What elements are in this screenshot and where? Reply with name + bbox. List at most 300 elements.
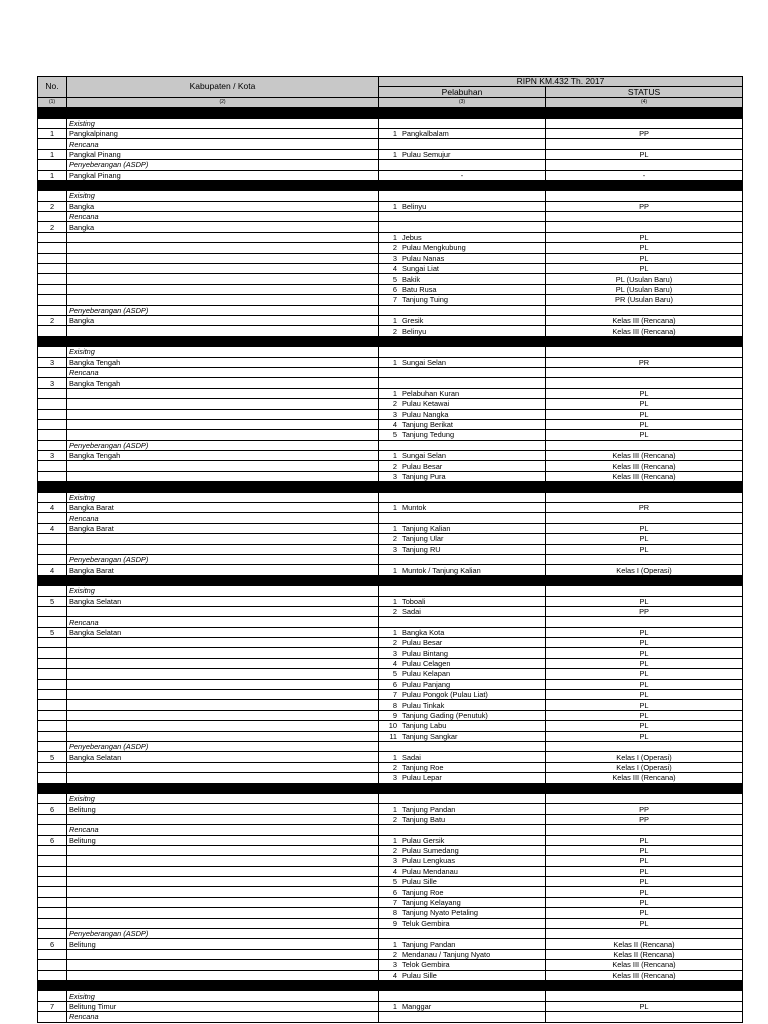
table-row (38, 762, 743, 772)
status-cell: PL (546, 845, 743, 855)
section-label: Exisitng (67, 586, 379, 596)
kabupaten-name (67, 897, 379, 907)
status-cell: PL (546, 679, 743, 689)
kabupaten-name (67, 606, 379, 616)
port-cell (379, 565, 546, 575)
table-row (38, 960, 743, 970)
row-number: 6 (38, 835, 67, 845)
status-cell (546, 139, 743, 149)
table-header (38, 77, 743, 108)
status-cell (546, 929, 743, 939)
section-label: Penyeberangan (ASDP) (67, 742, 379, 752)
section-row (38, 305, 743, 315)
port-cell (379, 128, 546, 138)
port-cell (379, 804, 546, 814)
port-name: Tanjung Berikat (402, 420, 453, 430)
status-cell (546, 554, 743, 564)
port-cell (379, 461, 546, 471)
no-cell (38, 492, 67, 502)
port-number: 1 (392, 596, 397, 606)
row-number (38, 731, 67, 741)
no-cell (38, 742, 67, 752)
table-row (38, 295, 743, 305)
port-number: 3 (392, 253, 397, 263)
divider-cell (38, 482, 67, 492)
table-row (38, 565, 743, 575)
table-row (38, 710, 743, 720)
kabupaten-name: Bangka (67, 201, 379, 211)
table-row (38, 378, 743, 388)
status-cell: PL (546, 149, 743, 159)
row-number (38, 949, 67, 959)
status-cell (546, 1012, 743, 1022)
port-name: Pulau Kelapan (402, 669, 451, 679)
port-cell (379, 752, 546, 762)
status-cell (546, 191, 743, 201)
status-cell (546, 367, 743, 377)
kabupaten-name (67, 430, 379, 440)
status-cell: PL (546, 1001, 743, 1011)
port-name: Bakik (402, 274, 421, 284)
kabupaten-name (67, 710, 379, 720)
port-cell (379, 160, 546, 170)
port-name: Tanjung Batu (402, 814, 446, 824)
table-row (38, 1001, 743, 1011)
row-number: 2 (38, 201, 67, 211)
row-number (38, 700, 67, 710)
status-cell: PL (546, 638, 743, 648)
section-label: Rencana (67, 1012, 379, 1022)
status-cell: PL (546, 835, 743, 845)
port-number: 4 (392, 866, 397, 876)
port-cell (379, 897, 546, 907)
section-label: Penyeberangan (ASDP) (67, 305, 379, 315)
row-number (38, 897, 67, 907)
port-number: 1 (392, 357, 397, 367)
table-row (38, 523, 743, 533)
port-name: Sadai (402, 752, 421, 762)
row-number (38, 419, 67, 429)
port-number: 10 (388, 721, 397, 731)
port-number: 1 (392, 233, 397, 243)
kabupaten-name: Belitung (67, 939, 379, 949)
port-cell (379, 523, 546, 533)
kabupaten-name: Bangka Barat (67, 565, 379, 575)
no-cell (38, 347, 67, 357)
kabupaten-name (67, 721, 379, 731)
row-number (38, 399, 67, 409)
port-number: 1 (392, 565, 397, 575)
status-cell: PL (546, 866, 743, 876)
port-name: Tanjung Tuing (402, 295, 449, 305)
kabupaten-name: Bangka Tengah (67, 357, 379, 367)
port-number: 5 (392, 274, 397, 284)
port-name: Tanjung Pandan (402, 804, 456, 814)
port-number: 2 (392, 534, 397, 544)
row-number (38, 721, 67, 731)
no-cell (38, 191, 67, 201)
status-cell: PL (546, 721, 743, 731)
port-cell (379, 503, 546, 513)
status-cell: PL (546, 399, 743, 409)
kabupaten-name (67, 274, 379, 284)
kabupaten-name (67, 295, 379, 305)
status-cell (546, 222, 743, 232)
status-cell: PL (Usulan Baru) (546, 284, 743, 294)
port-cell (379, 679, 546, 689)
row-number (38, 648, 67, 658)
kabupaten-name (67, 731, 379, 741)
no-cell (38, 305, 67, 315)
table-row (38, 845, 743, 855)
status-cell: PL (546, 264, 743, 274)
divider-cell (546, 180, 743, 190)
port-cell (379, 918, 546, 928)
port-cell (379, 451, 546, 461)
port-number: 2 (392, 243, 397, 253)
status-cell: PL (546, 887, 743, 897)
port-number: 1 (392, 451, 397, 461)
status-cell: PL (546, 232, 743, 242)
table-row (38, 949, 743, 959)
row-number: 3 (38, 451, 67, 461)
kabupaten-name (67, 700, 379, 710)
table-row (38, 170, 743, 180)
col-index-2: (2) (67, 97, 379, 107)
no-cell (38, 929, 67, 939)
port-number: 3 (392, 472, 397, 482)
port-number: 4 (392, 659, 397, 669)
section-row (38, 513, 743, 523)
kabupaten-name: Belitung (67, 804, 379, 814)
kabupaten-name: Bangka (67, 315, 379, 325)
status-cell (546, 742, 743, 752)
port-cell (379, 295, 546, 305)
section-row (38, 554, 743, 564)
port-cell (379, 201, 546, 211)
status-cell (546, 492, 743, 502)
port-name: Gresik (402, 316, 424, 326)
kabupaten-name (67, 773, 379, 783)
port-cell (379, 440, 546, 450)
table-row (38, 534, 743, 544)
port-name: Tanjung Roe (402, 762, 444, 772)
status-cell: PL (546, 430, 743, 440)
kabupaten-name (67, 284, 379, 294)
table-row (38, 648, 743, 658)
col-no-header: No. (38, 77, 67, 98)
table-row (38, 700, 743, 710)
section-row (38, 617, 743, 627)
row-number (38, 430, 67, 440)
kabupaten-name: Bangka (67, 222, 379, 232)
port-name: Teluk Gembira (402, 918, 450, 928)
port-number: 3 (392, 409, 397, 419)
table-row (38, 638, 743, 648)
port-number: 1 (392, 752, 397, 762)
port-cell (379, 939, 546, 949)
table-row (38, 970, 743, 980)
no-cell (38, 793, 67, 803)
divider-cell (546, 108, 743, 118)
status-cell: PP (546, 128, 743, 138)
port-cell (379, 793, 546, 803)
section-row (38, 991, 743, 1001)
no-cell (38, 1012, 67, 1022)
port-name: Pulau Sille (402, 877, 437, 887)
kabupaten-name (67, 544, 379, 554)
divider-cell (38, 108, 67, 118)
port-number: 6 (392, 887, 397, 897)
port-cell (379, 845, 546, 855)
table-row (38, 690, 743, 700)
divider-cell (379, 980, 546, 990)
status-cell: Kelas III (Rencana) (546, 461, 743, 471)
kabupaten-name: Bangka Barat (67, 523, 379, 533)
section-label: Penyeberangan (ASDP) (67, 929, 379, 939)
row-number (38, 326, 67, 336)
divider-cell (38, 783, 67, 793)
table-row (38, 274, 743, 284)
port-name: Pulau Ketawai (402, 399, 450, 409)
table-row (38, 388, 743, 398)
row-number (38, 679, 67, 689)
port-name: Sungai Liat (402, 264, 439, 274)
port-name: Pulau Tinkak (402, 700, 445, 710)
section-row (38, 191, 743, 201)
row-number (38, 232, 67, 242)
kabupaten-name: Bangka Selatan (67, 627, 379, 637)
port-name: Pulau Panjang (402, 679, 451, 689)
port-cell (379, 887, 546, 897)
port-name: Muntok / Tanjung Kalian (402, 565, 481, 575)
section-label: Existing (67, 118, 379, 128)
port-name: Pangkalbalam (402, 129, 449, 139)
kabupaten-name (67, 866, 379, 876)
row-number: 4 (38, 523, 67, 533)
port-name: Sadai (402, 607, 421, 617)
table-row (38, 419, 743, 429)
no-cell (38, 160, 67, 170)
row-number (38, 606, 67, 616)
table-row (38, 264, 743, 274)
port-cell (379, 212, 546, 222)
kabupaten-name (67, 949, 379, 959)
table-row (38, 222, 743, 232)
status-cell: PL (546, 243, 743, 253)
table-row (38, 232, 743, 242)
row-number (38, 960, 67, 970)
kabupaten-name: Bangka Selatan (67, 596, 379, 606)
status-cell: PL (546, 544, 743, 554)
section-label: Exisitng (67, 492, 379, 502)
section-row (38, 825, 743, 835)
table-row (38, 201, 743, 211)
status-cell: PL (546, 690, 743, 700)
port-cell (379, 731, 546, 741)
row-number (38, 690, 67, 700)
port-number: 8 (392, 700, 397, 710)
status-cell (546, 347, 743, 357)
section-divider (38, 336, 743, 346)
status-cell: Kelas III (Rencana) (546, 471, 743, 481)
port-number: 5 (392, 669, 397, 679)
row-number (38, 669, 67, 679)
port-cell (379, 596, 546, 606)
port-name: Tanjung Kelayang (402, 898, 461, 908)
port-name: Tanjung Labu (402, 721, 447, 731)
row-number (38, 658, 67, 668)
port-cell (379, 367, 546, 377)
table-row (38, 773, 743, 783)
row-number (38, 284, 67, 294)
kabupaten-name (67, 877, 379, 887)
kabupaten-name (67, 471, 379, 481)
table-row (38, 804, 743, 814)
divider-cell (67, 783, 379, 793)
table-row (38, 731, 743, 741)
section-divider (38, 575, 743, 585)
section-label: Rencana (67, 367, 379, 377)
kabupaten-name (67, 399, 379, 409)
port-cell (379, 232, 546, 242)
status-cell (546, 378, 743, 388)
port-cell (379, 471, 546, 481)
kabupaten-name (67, 960, 379, 970)
table-row (38, 409, 743, 419)
row-number (38, 918, 67, 928)
status-cell: Kelas III (Rencana) (546, 326, 743, 336)
port-cell (379, 326, 546, 336)
no-cell (38, 825, 67, 835)
port-number: 7 (392, 898, 397, 908)
no-cell (38, 118, 67, 128)
port-number: 5 (392, 430, 397, 440)
port-number: 2 (392, 638, 397, 648)
port-number: 4 (392, 970, 397, 980)
status-cell: PL (546, 419, 743, 429)
kabupaten-name (67, 690, 379, 700)
port-number: 1 (392, 388, 397, 398)
row-number (38, 274, 67, 284)
row-number (38, 471, 67, 481)
port-cell (379, 929, 546, 939)
status-cell (546, 586, 743, 596)
status-cell: Kelas I (Operasi) (546, 752, 743, 762)
no-cell (38, 513, 67, 523)
table-row (38, 399, 743, 409)
kabupaten-name (67, 243, 379, 253)
status-cell: PL (546, 253, 743, 263)
port-cell (379, 721, 546, 731)
table-row (38, 471, 743, 481)
row-number (38, 773, 67, 783)
port-cell (379, 856, 546, 866)
port-number: 5 (392, 877, 397, 887)
table-row (38, 326, 743, 336)
status-cell (546, 160, 743, 170)
port-cell (379, 606, 546, 616)
port-name: Sungai Selan (402, 357, 446, 367)
row-number (38, 409, 67, 419)
kabupaten-name: Bangka Tengah (67, 378, 379, 388)
table-row (38, 315, 743, 325)
divider-cell (546, 575, 743, 585)
row-number: 6 (38, 804, 67, 814)
ripn-port-table (37, 76, 743, 1023)
port-name: Tanjung Tedung (402, 430, 455, 440)
row-number (38, 908, 67, 918)
no-cell (38, 586, 67, 596)
row-number: 5 (38, 752, 67, 762)
port-name: Tanjung RU (402, 544, 441, 554)
status-cell: PL (546, 918, 743, 928)
divider-cell (379, 482, 546, 492)
section-row (38, 793, 743, 803)
port-name: Pulau Lepar (402, 773, 442, 783)
row-number (38, 887, 67, 897)
port-number: 1 (392, 149, 397, 159)
port-number: 3 (392, 960, 397, 970)
divider-cell (38, 980, 67, 990)
port-number: 2 (392, 399, 397, 409)
divider-cell (546, 336, 743, 346)
kabupaten-name: Bangka Selatan (67, 752, 379, 762)
status-cell: Kelas III (Rencana) (546, 960, 743, 970)
port-cell (379, 170, 546, 180)
table-row (38, 243, 743, 253)
port-cell (379, 544, 546, 554)
status-cell: PL (546, 534, 743, 544)
status-cell: PP (546, 814, 743, 824)
port-name: Pulau Sumedang (402, 846, 459, 856)
port-cell (379, 1012, 546, 1022)
section-row (38, 118, 743, 128)
no-cell (38, 367, 67, 377)
port-cell (379, 658, 546, 668)
kabupaten-name (67, 762, 379, 772)
kabupaten-name (67, 679, 379, 689)
port-cell (379, 1001, 546, 1011)
port-cell (379, 347, 546, 357)
divider-cell (379, 336, 546, 346)
port-name: Mendanau / Tanjung Nyato (402, 950, 491, 959)
divider-cell (546, 783, 743, 793)
port-cell (379, 274, 546, 284)
status-cell: PR (Usulan Baru) (546, 295, 743, 305)
port-name: Bangka Kota (402, 627, 445, 637)
status-cell (546, 793, 743, 803)
table-row (38, 669, 743, 679)
port-number: 3 (392, 544, 397, 554)
status-cell (546, 118, 743, 128)
divider-cell (546, 980, 743, 990)
row-number (38, 866, 67, 876)
status-cell: PL (546, 523, 743, 533)
port-cell (379, 586, 546, 596)
status-cell: PP (546, 606, 743, 616)
port-cell (379, 669, 546, 679)
col-index-1: (1) (38, 97, 67, 107)
port-number: 2 (392, 950, 397, 959)
row-number (38, 264, 67, 274)
port-number: 7 (392, 690, 397, 700)
port-number: 3 (392, 773, 397, 783)
section-row (38, 212, 743, 222)
table-row (38, 887, 743, 897)
status-cell: PP (546, 201, 743, 211)
status-cell (546, 513, 743, 523)
